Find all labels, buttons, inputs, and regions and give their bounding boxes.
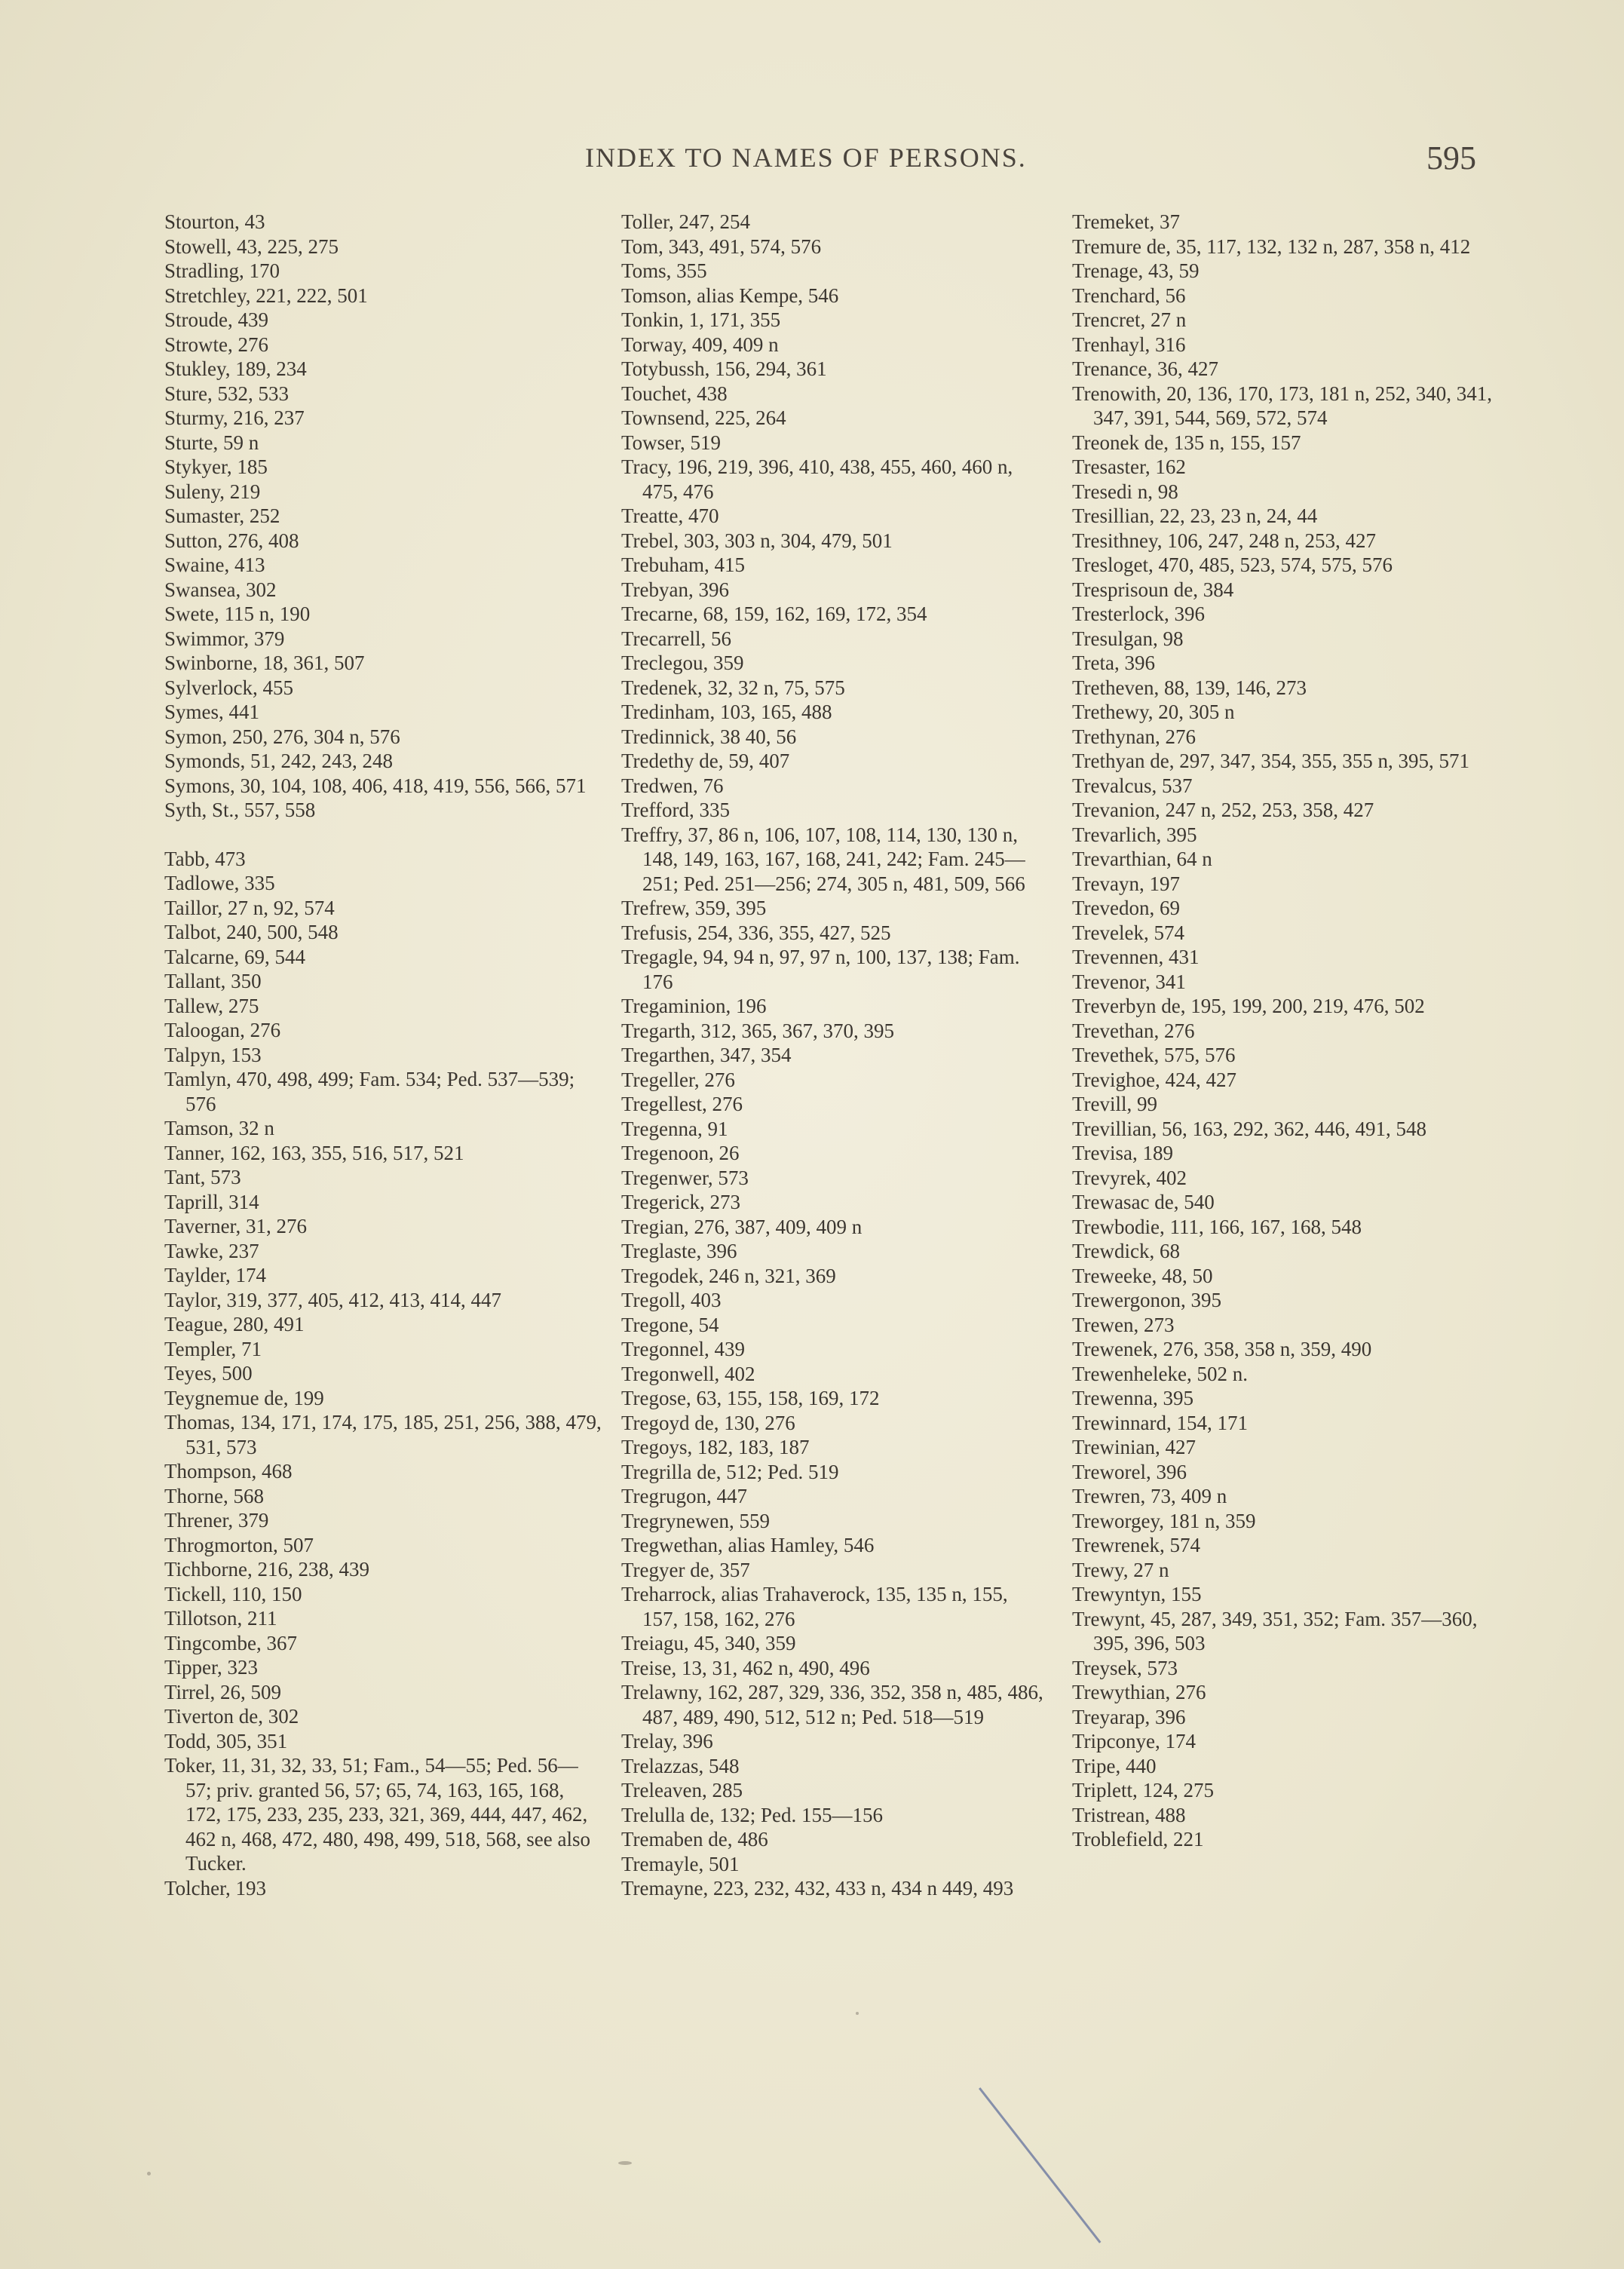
index-entry: Treatte, 470 bbox=[621, 504, 719, 527]
index-entry: Tregyer de, 357 bbox=[621, 1558, 750, 1581]
index-entry: Tredinnick, 38 40, 56 bbox=[621, 725, 797, 748]
index-entry: Tredenek, 32, 32 n, 75, 575 bbox=[621, 676, 845, 699]
index-entry: Talpyn, 153 bbox=[164, 1043, 262, 1066]
index-entry: Taillor, 27 n, 92, 574 bbox=[164, 896, 335, 919]
index-entry: Treverbyn de, 195, 199, 200, 219, 476, 502 bbox=[1072, 995, 1425, 1017]
index-entry: Tristrean, 488 bbox=[1072, 1803, 1186, 1826]
index-entry: Tadlowe, 335 bbox=[164, 872, 275, 894]
index-entry: Threner, 379 bbox=[164, 1509, 269, 1532]
index-entry: Tresedi n, 98 bbox=[1072, 480, 1178, 503]
index-entry: Tallant, 350 bbox=[164, 970, 262, 992]
index-column-1 bbox=[164, 210, 602, 1900]
index-entry: Tregrilla de, 512; Ped. 519 bbox=[621, 1460, 839, 1483]
index-entry: Tickell, 110, 150 bbox=[164, 1582, 302, 1605]
index-entry: Swansea, 302 bbox=[164, 578, 277, 601]
index-entry: Trevalcus, 537 bbox=[1072, 774, 1193, 797]
index-entry: Tregrynewen, 559 bbox=[621, 1509, 770, 1532]
index-entry: Tredinham, 103, 165, 488 bbox=[621, 701, 832, 723]
index-entry: Trethynan, 276 bbox=[1072, 725, 1197, 748]
index-entry: Sumaster, 252 bbox=[164, 504, 280, 527]
index-entry: Teyes, 500 bbox=[164, 1362, 253, 1384]
index-entry: Trewdick, 68 bbox=[1072, 1240, 1181, 1262]
index-entry: Tregoll, 403 bbox=[621, 1289, 722, 1311]
index-entry: Taverner, 31, 276 bbox=[164, 1215, 307, 1237]
index-entry: Trefford, 335 bbox=[621, 799, 731, 821]
index-entry: Tresloget, 470, 485, 523, 574, 575, 576 bbox=[1072, 553, 1393, 576]
index-entry: Tregenoon, 26 bbox=[621, 1142, 740, 1164]
index-entry: Sturmy, 216, 237 bbox=[164, 406, 305, 429]
index-entry: Trewrenek, 574 bbox=[1072, 1534, 1200, 1556]
index-entry: Stowell, 43, 225, 275 bbox=[164, 235, 339, 258]
index-entry: Tremayle, 501 bbox=[621, 1852, 740, 1875]
index-entry: Taylder, 174 bbox=[164, 1264, 266, 1286]
index-entry: Thorne, 568 bbox=[164, 1484, 264, 1507]
index-entry: Trewen, 273 bbox=[1072, 1313, 1175, 1336]
index-entry: Towser, 519 bbox=[621, 431, 722, 454]
index-entry: Tremure de, 35, 117, 132, 132 n, 287, 358 n, 412 bbox=[1072, 235, 1471, 258]
index-entry: Tingcombe, 367 bbox=[164, 1631, 298, 1654]
index-entry: Trecarne, 68, 159, 162, 169, 172, 354 bbox=[621, 603, 927, 625]
index-entry: Tregenna, 91 bbox=[621, 1117, 728, 1140]
index-entry: Tant, 573 bbox=[164, 1166, 241, 1188]
index-entry: Tregoyd de, 130, 276 bbox=[621, 1411, 795, 1434]
index-entry: Sylverlock, 455 bbox=[164, 676, 293, 699]
index-entry: Stykyer, 185 bbox=[164, 455, 268, 478]
index-entry: Trewyntyn, 155 bbox=[1072, 1583, 1202, 1605]
index-entry: Tregerick, 273 bbox=[621, 1191, 740, 1213]
index-entry: Tirrel, 26, 509 bbox=[164, 1680, 282, 1703]
index-entry: Symons, 30, 104, 108, 406, 418, 419, 556, 566, 571 bbox=[164, 774, 587, 797]
index-entry: Trevarthian, 64 n bbox=[1072, 848, 1212, 870]
index-entry: Throgmorton, 507 bbox=[164, 1533, 314, 1556]
ink-smudge bbox=[618, 2161, 632, 2165]
index-entry: Todd, 305, 351 bbox=[164, 1729, 288, 1752]
index-entry: Touchet, 438 bbox=[621, 382, 728, 405]
index-entry: Tresithney, 106, 247, 248 n, 253, 427 bbox=[1072, 529, 1377, 552]
index-entry: Trevedon, 69 bbox=[1072, 897, 1181, 919]
index-entry: Stretchley, 221, 222, 501 bbox=[164, 284, 368, 307]
index-entry: Tregian, 276, 387, 409, 409 n bbox=[621, 1215, 863, 1238]
index-entry: Stukley, 189, 234 bbox=[164, 357, 307, 380]
index-entry: Tregellest, 276 bbox=[621, 1093, 743, 1115]
ink-speck bbox=[147, 2172, 151, 2175]
index-entry: Trevayn, 197 bbox=[1072, 872, 1181, 895]
index-entry: Tregoys, 182, 183, 187 bbox=[621, 1436, 810, 1458]
index-entry: Tregonnel, 439 bbox=[621, 1338, 746, 1360]
index-entry: Townsend, 225, 264 bbox=[621, 406, 786, 429]
index-entry: Tipper, 323 bbox=[164, 1656, 258, 1679]
index-entry: Tregodek, 246 n, 321, 369 bbox=[621, 1264, 836, 1287]
page-number: 595 bbox=[1426, 140, 1476, 176]
index-entry: Tillotson, 211 bbox=[164, 1607, 277, 1630]
index-entry: Trenchard, 56 bbox=[1072, 284, 1186, 307]
index-entry: Tresaster, 162 bbox=[1072, 455, 1186, 478]
index-entry: Teygnemue de, 199 bbox=[164, 1386, 324, 1409]
index-entry: Tonkin, 1, 171, 355 bbox=[621, 308, 781, 331]
index-entry: Tregrugon, 447 bbox=[621, 1485, 748, 1507]
index-entry: Tiverton de, 302 bbox=[164, 1705, 299, 1728]
index-entry: Toller, 247, 254 bbox=[621, 210, 751, 233]
index-entry: Tresprisoun de, 384 bbox=[1072, 578, 1234, 601]
index-entry: Treclegou, 359 bbox=[621, 652, 744, 674]
index-entry: Trenage, 43, 59 bbox=[1072, 259, 1200, 282]
index-entry: Trelawny, 162, 287, 329, 336, 352, 358 n, 485, 486, 487, 489, 490, 512, 512 n; Ped. 518—519 bbox=[621, 1681, 1043, 1728]
index-entry: Tregarth, 312, 365, 367, 370, 395 bbox=[621, 1019, 894, 1042]
index-entry: Tregose, 63, 155, 158, 169, 172 bbox=[621, 1387, 880, 1409]
index-entry: Swinborne, 18, 361, 507 bbox=[164, 652, 365, 674]
index-entry: Tripconye, 174 bbox=[1072, 1730, 1197, 1752]
index-entry: Trewbodie, 111, 166, 167, 168, 548 bbox=[1072, 1215, 1362, 1238]
index-entry: Trebyan, 396 bbox=[621, 578, 730, 601]
index-entry: Tracy, 196, 219, 396, 410, 438, 455, 460, 460 n, 475, 476 bbox=[621, 455, 1013, 503]
index-entry: Tredwen, 76 bbox=[621, 774, 724, 797]
index-entry: Tichborne, 216, 238, 439 bbox=[164, 1558, 370, 1581]
index-entry: Trevarlich, 395 bbox=[1072, 823, 1197, 846]
index-entry: Treweeke, 48, 50 bbox=[1072, 1264, 1213, 1287]
index-entry: Tregenwer, 573 bbox=[621, 1166, 749, 1189]
index-entry: Trewythian, 276 bbox=[1072, 1681, 1206, 1703]
index-entry: Symon, 250, 276, 304 n, 576 bbox=[164, 725, 400, 748]
index-entry: Troblefield, 221 bbox=[1072, 1828, 1204, 1850]
index-entry: Treiagu, 45, 340, 359 bbox=[621, 1632, 796, 1654]
index-entry: Tripe, 440 bbox=[1072, 1754, 1157, 1777]
index-entry: Templer, 71 bbox=[164, 1337, 262, 1360]
index-entry: Trebuham, 415 bbox=[621, 553, 746, 576]
index-entry: Thompson, 468 bbox=[164, 1460, 293, 1483]
index-entry: Trewynt, 45, 287, 349, 351, 352; Fam. 357—360, 395, 396, 503 bbox=[1072, 1607, 1478, 1654]
index-entry: Trencret, 27 n bbox=[1072, 308, 1187, 331]
index-entry: Teague, 280, 491 bbox=[164, 1313, 305, 1335]
index-entry: Tregarthen, 347, 354 bbox=[621, 1044, 792, 1066]
index-entry: Tomson, alias Kempe, 546 bbox=[621, 284, 839, 307]
index-entry: Trefusis, 254, 336, 355, 427, 525 bbox=[621, 921, 891, 944]
index-entry: Trewenna, 395 bbox=[1072, 1387, 1193, 1409]
index-entry: Stourton, 43 bbox=[164, 210, 265, 233]
ink-speck bbox=[856, 2012, 859, 2015]
index-entry: Trewenek, 276, 358, 358 n, 359, 490 bbox=[1072, 1338, 1372, 1360]
index-entry: Swimmor, 379 bbox=[164, 627, 285, 650]
index-entry: Triplett, 124, 275 bbox=[1072, 1779, 1215, 1801]
index-entry: Tregwethan, alias Hamley, 546 bbox=[621, 1534, 875, 1556]
index-entry: Trenowith, 20, 136, 170, 173, 181 n, 252, 340, 341, 347, 391, 544, 569, 572, 574 bbox=[1072, 382, 1493, 429]
index-entry: Trewren, 73, 409 n bbox=[1072, 1485, 1227, 1507]
index-entry: Talcarne, 69, 544 bbox=[164, 945, 306, 968]
index-entry: Trenance, 36, 427 bbox=[1072, 357, 1218, 380]
index-entry: Tamson, 32 n bbox=[164, 1117, 274, 1139]
index-entry: Trevenor, 341 bbox=[1072, 970, 1186, 993]
index-entry: Trelay, 396 bbox=[621, 1730, 713, 1752]
index-entry: Tremayne, 223, 232, 432, 433 n, 434 n 449, 493 bbox=[621, 1877, 1014, 1900]
index-entry: Tresterlock, 396 bbox=[1072, 603, 1205, 625]
index-entry: Syth, St., 557, 558 bbox=[164, 799, 316, 821]
index-entry: Trevill, 99 bbox=[1072, 1093, 1158, 1115]
index-entry: Torway, 409, 409 n bbox=[621, 333, 779, 356]
index-entry: Stradling, 170 bbox=[164, 259, 280, 282]
index-entry: Suleny, 219 bbox=[164, 480, 261, 503]
index-column-3 bbox=[1072, 210, 1509, 1852]
index-entry: Trecarrell, 56 bbox=[621, 627, 731, 650]
index-entry: Symes, 441 bbox=[164, 701, 260, 723]
letter-section-gap bbox=[164, 823, 602, 847]
index-entry: Trevethek, 575, 576 bbox=[1072, 1044, 1236, 1066]
index-entry: Taloogan, 276 bbox=[164, 1019, 281, 1041]
index-entry: Treyarap, 396 bbox=[1072, 1705, 1186, 1728]
index-entry: Trewinnard, 154, 171 bbox=[1072, 1411, 1248, 1434]
index-entry: Symonds, 51, 242, 243, 248 bbox=[164, 750, 394, 772]
index-entry: Tanner, 162, 163, 355, 516, 517, 521 bbox=[164, 1141, 464, 1164]
index-entry: Tamlyn, 470, 498, 499; Fam. 534; Ped. 537—539; 576 bbox=[164, 1068, 575, 1115]
index-entry: Toms, 355 bbox=[621, 259, 707, 282]
index-entry: Tabb, 473 bbox=[164, 847, 246, 870]
index-entry: Sutton, 276, 408 bbox=[164, 529, 299, 552]
index-entry: Trevanion, 247 n, 252, 253, 358, 427 bbox=[1072, 799, 1374, 821]
index-entry: Trebel, 303, 303 n, 304, 479, 501 bbox=[621, 529, 893, 552]
index-entry: Tresillian, 22, 23, 23 n, 24, 44 bbox=[1072, 504, 1318, 527]
index-entry: Tallew, 275 bbox=[164, 994, 259, 1017]
index-entry: Totybussh, 156, 294, 361 bbox=[621, 357, 827, 380]
index-entry: Trevennen, 431 bbox=[1072, 946, 1200, 968]
index-entry: Tremeket, 37 bbox=[1072, 210, 1180, 233]
index-entry: Tregagle, 94, 94 n, 97, 97 n, 100, 137, 138; Fam. 176 bbox=[621, 946, 1020, 993]
index-entry: Tregaminion, 196 bbox=[621, 995, 767, 1017]
index-entry: Swaine, 413 bbox=[164, 553, 265, 576]
index-entry: Trethewy, 20, 305 n bbox=[1072, 701, 1235, 723]
index-entry: Taylor, 319, 377, 405, 412, 413, 414, 447 bbox=[164, 1288, 502, 1311]
index-entry: Tresulgan, 98 bbox=[1072, 627, 1184, 650]
index-entry: Trevighoe, 424, 427 bbox=[1072, 1068, 1237, 1091]
index-entry: Tom, 343, 491, 574, 576 bbox=[621, 235, 822, 258]
index-entry: Trenhayl, 316 bbox=[1072, 333, 1186, 356]
index-column-2 bbox=[621, 210, 1043, 1901]
index-entry: Trewenheleke, 502 n. bbox=[1072, 1362, 1248, 1385]
index-entry: Trevelek, 574 bbox=[1072, 921, 1184, 944]
index-entry: Treise, 13, 31, 462 n, 490, 496 bbox=[621, 1656, 870, 1679]
index-entry: Trelulla de, 132; Ped. 155—156 bbox=[621, 1803, 883, 1826]
index-entry: Treffry, 37, 86 n, 106, 107, 108, 114, 130, 130 n, 148, 149, 163, 167, 168, 241, 242; Fam. 245—251; Ped. 251—256; 274, 305 n, 481, 509, 566 bbox=[621, 823, 1025, 895]
index-entry: Toker, 11, 31, 32, 33, 51; Fam., 54—55; Ped. 56—57; priv. granted 56, 57; 65, 74, 163, 165, 168, 172, 175, 233, 235, 233, 321, 369, 444, 447, 462, 462 n, 468, 472, 480, 498, 499, 518, 568, see also Tucker. bbox=[164, 1754, 590, 1875]
index-entry: Treta, 396 bbox=[1072, 652, 1156, 674]
running-head: INDEX TO NAMES OF PERSONS. bbox=[585, 143, 1027, 173]
index-entry: Trevisa, 189 bbox=[1072, 1142, 1174, 1164]
index-entry: Trewinian, 427 bbox=[1072, 1436, 1197, 1458]
index-entry: Treworel, 396 bbox=[1072, 1460, 1187, 1483]
index-entry: Thomas, 134, 171, 174, 175, 185, 251, 256, 388, 479, 531, 573 bbox=[164, 1411, 602, 1458]
index-entry: Sturte, 59 n bbox=[164, 431, 259, 454]
index-entry: Tretheven, 88, 139, 146, 273 bbox=[1072, 676, 1307, 699]
index-entry: Treysek, 573 bbox=[1072, 1656, 1178, 1679]
index-entry: Treharrock, alias Trahaverock, 135, 135 n, 155, 157, 158, 162, 276 bbox=[621, 1583, 1008, 1630]
index-entry: Tregeller, 276 bbox=[621, 1068, 735, 1091]
index-entry: Tredethy de, 59, 407 bbox=[621, 750, 790, 772]
index-entry: Trefrew, 359, 395 bbox=[621, 897, 767, 919]
index-entry: Treworgey, 181 n, 359 bbox=[1072, 1509, 1256, 1532]
index-entry: Tregonwell, 402 bbox=[621, 1362, 755, 1385]
index-entry: Strowte, 276 bbox=[164, 333, 268, 356]
index-entry: Talbot, 240, 500, 548 bbox=[164, 921, 339, 943]
index-entry: Trewy, 27 n bbox=[1072, 1558, 1169, 1581]
index-entry: Trewergonon, 395 bbox=[1072, 1289, 1222, 1311]
index-entry: Treleaven, 285 bbox=[621, 1779, 743, 1801]
index-entry: Trevillian, 56, 163, 292, 362, 446, 491, 548 bbox=[1072, 1117, 1427, 1140]
index-entry: Tremaben de, 486 bbox=[621, 1828, 768, 1850]
index-entry: Trelazzas, 548 bbox=[621, 1754, 740, 1777]
index-entry: Trethyan de, 297, 347, 354, 355, 355 n, 395, 571 bbox=[1072, 750, 1469, 772]
index-entry: Trewasac de, 540 bbox=[1072, 1191, 1215, 1213]
index-entry: Treonek de, 135 n, 155, 157 bbox=[1072, 431, 1301, 454]
index-entry: Sture, 532, 533 bbox=[164, 382, 289, 405]
index-entry: Swete, 115 n, 190 bbox=[164, 603, 311, 625]
index-entry: Trevethan, 276 bbox=[1072, 1019, 1195, 1042]
index-entry: Tolcher, 193 bbox=[164, 1876, 266, 1900]
index-entry: Treglaste, 396 bbox=[621, 1240, 737, 1262]
index-entry: Tregone, 54 bbox=[621, 1313, 719, 1336]
index-entry: Stroude, 439 bbox=[164, 308, 268, 331]
index-entry: Tawke, 237 bbox=[164, 1239, 259, 1262]
index-entry: Taprill, 314 bbox=[164, 1190, 259, 1213]
index-entry: Trevyrek, 402 bbox=[1072, 1166, 1187, 1189]
